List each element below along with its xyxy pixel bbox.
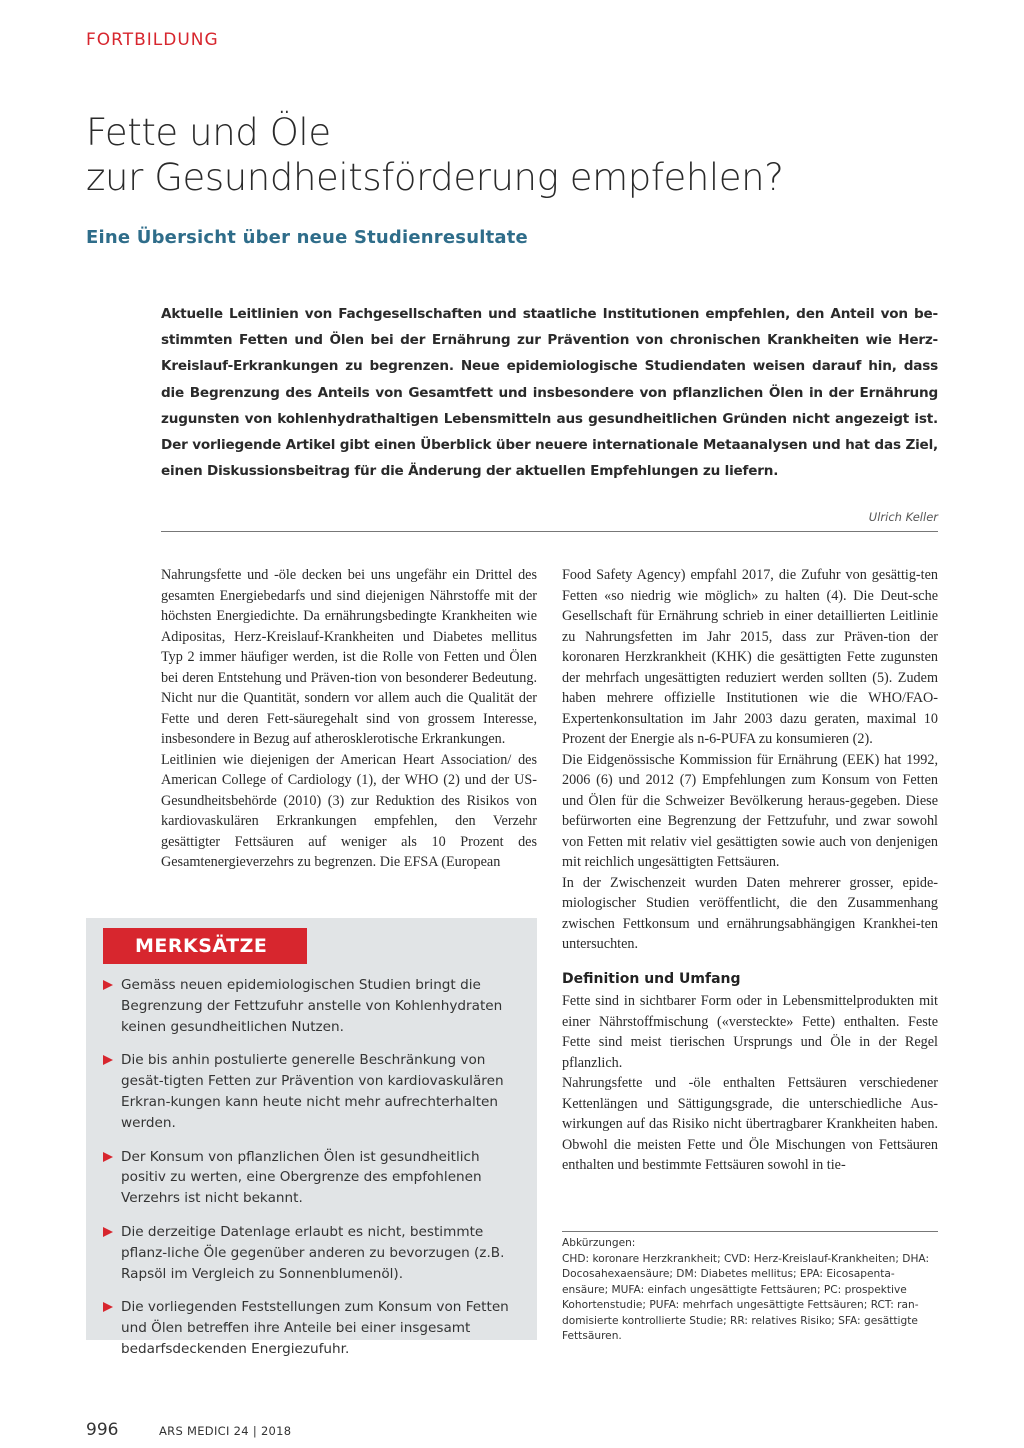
footnote-divider (562, 1231, 938, 1232)
list-item (103, 1222, 523, 1284)
paragraph: Nahrungsfette und -öle enthalten Fettsäuren verschiedener Kettenlängen und Sättigungsgrade, die unterschiedliche Aus-wirkungen auf das Risiko nicht übertragbarer Krankheiten haben. Obwohl die meisten Fette und Öle Mischungen von Fettsäuren enthalten und bestimmte Fettsäuren sowohl in tie- (562, 1075, 938, 1173)
paragraph: Food Safety Agency) empfahl 2017, die Zufuhr von gesättig-ten Fetten «so niedrig wie möglich» zu halten (4). Die Deut-sche Gesellschaft für Ernährung schrieb in einer detaillierten Leitlinie zu Nahrungsfetten im Jahr 2015, dass zur Präven-tion der koronaren Herzkrankheit (KHK) die gesättigten Fette zugunsten der mehrfach ungesättigten reduziert werden sollten (5). Zudem haben mehrere offizielle Institutionen wie die WHO/FAO-Expertenkonsultation im Jahr 2003 dazu geraten, maximal 10 Prozent der Energie als n-6-PUFA zu konsumieren (2). (562, 567, 938, 747)
list-item-text: Die vorliegenden Feststellungen zum Konsum von Fetten und Ölen betreffen ihre Anteile bei einer insgesamt bedarfsdeckenden Energiezufuhr. (121, 1299, 509, 1357)
footnote-label: Abkürzungen: (562, 1237, 636, 1249)
list-item-text: Die derzeitige Datenlage erlaubt es nicht, bestimmte pflanz-liche Öle gegenüber anderen zu bevorzugen (z.B. Rapsöl im Vergleich zu Sonnenblumenöl). (121, 1223, 505, 1282)
section-label: FORTBILDUNG (86, 30, 219, 50)
article-subtitle: Eine Übersicht über neue Studienresultate (86, 227, 528, 248)
paragraph: Fette sind in sichtbarer Form oder in Lebensmittelprodukten mit einer Nährstoffmischung («versteckte» Fette) enthalten. Feste Fette sind meist tierischen Ursprungs und Öle in der Regel pflanzlich. (562, 993, 938, 1071)
list-item-text: Die bis anhin postulierte generelle Beschränkung von gesät-tigten Fetten zur Prävention von kardiovaskulären Erkran-kungen kann heute nicht mehr aufrechterhalten werden. (121, 1052, 504, 1131)
author: Ulrich Keller (868, 510, 938, 524)
list-item (103, 1050, 523, 1133)
title-line-1: Fette und Öle (86, 111, 331, 154)
page-number: 996 (86, 1420, 119, 1440)
abbreviations-footnote (562, 1236, 938, 1345)
paragraph: Nahrungsfette und -öle decken bei uns ungefähr ein Drittel des gesamten Energiebedarfs und sind diejenigen Nährstoffe mit der höchsten Energiedichte. Da ernährungsbedingte Krankheiten wie Adipositas, Herz-Kreislauf-Krankheiten und Diabetes mellitus Typ 2 immer häufiger werden, ist die Rolle von Fetten und Ölen bei deren Entstehung und Präven-tion von besonderer Bedeutung. Nicht nur die Quantität, sondern vor allem auch die Qualität der Fette und deren Fett-säuregehalt sind von grossem Interesse, insbesondere in Bezug auf atherosklerotische Erkrankungen. (161, 567, 537, 747)
paragraph: Leitlinien wie diejenigen der American Heart Association/ des American College of Cardiology (1), der WHO (2) und der US-Gesundheitsbehörde (2010) (3) zur Reduktion des Risikos von kardiovaskulären Erkrankungen empfehlen, den Verzehr gesättigter Fettsäuren auf weniger als 10 Prozent des Gesamtenergieverzehrs zu begrenzen. Die EFSA (European (161, 751, 537, 870)
triangle-bullet-icon (103, 1302, 113, 1312)
journal-issue: ARS MEDICI 24 | 2018 (159, 1424, 292, 1438)
title-line-2: zur Gesundheitsförderung empfehlen? (86, 156, 784, 199)
merksaetze-list (103, 975, 523, 1373)
paragraph: Die Eidgenössische Kommission für Ernährung (EEK) hat 1992, 2006 (6) und 2012 (7) Empfehlungen zum Konsum von Fetten und Ölen für die Schweizer Bevölkerung heraus-gegeben. Diese befürworten eine Begrenzung der Fettzufuhr, und zwar sowohl von Fetten mit relativ viel gesättigten sowie auch von denjenigen mit reichlich ungesättigten Fettsäuren. (562, 751, 938, 870)
merksaetze-heading: MERKSÄTZE (103, 928, 307, 964)
abstract: Aktuelle Leitlinien von Fachgesellschaften und staatliche Institutionen empfehlen, den Anteil von be-stimmten Fetten und Ölen bei der Ernährung zur Prävention von chronischen Krankheiten wie Herz-Kreislauf-Erkrankungen zu begrenzen. Neue epidemiologische Studiendaten weisen darauf hin, dass die Begrenzung des Anteils von Gesamtfett und insbesondere von pflanzlichen Ölen in der Ernährung zugunsten von kohlenhydrathaltigen Lebensmitteln aus gesundheitlichen Gründen nicht angezeigt ist. Der vorliegende Artikel gibt einen Überblick über neuere internationale Metaanalysen und hat das Ziel, einen Diskussionsbeitrag für die Änderung der aktuellen Empfehlungen zu liefern. (161, 306, 938, 480)
section-heading: Definition und Umfang (562, 970, 741, 987)
body-column-left (161, 565, 537, 873)
abstract-divider (161, 531, 938, 532)
list-item-text: Gemäss neuen epidemiologischen Studien bringt die Begrenzung der Fettzufuhr anstelle von Kohlenhydraten keinen gesundheitlichen Nutzen. (121, 977, 503, 1035)
list-item-text: Der Konsum von pflanzlichen Ölen ist gesundheitlich positiv zu werten, eine Obergrenze des empfohlenen Verzehrs ist nicht bekannt. (121, 1148, 482, 1207)
list-item (103, 975, 523, 1037)
triangle-bullet-icon (103, 1055, 113, 1065)
list-item (103, 1297, 523, 1359)
triangle-bullet-icon (103, 1152, 113, 1162)
article-title (86, 110, 966, 200)
paragraph: In der Zwischenzeit wurden Daten mehrerer grosser, epide-miologischer Studien veröffentlicht, die den Zusammenhang zwischen Fettkonsum und ernährungsabhängigen Krankhei-ten untersuchten. (562, 874, 938, 952)
footnote-text: CHD: koronare Herzkrankheit; CVD: Herz-Kreislauf-Krankheiten; DHA: Docosahexaensäure; DM: Diabetes mellitus; EPA: Eicosapenta-ensäure; MUFA: einfach ungesättigte Fettsäuren; PC: prospektive Kohortenstudie; PUFA: mehrfach ungesättigte Fettsäuren; RCT: ran-domisierte kontrollierte Studie; RR: relatives Risiko; SFA: gesättigte Fettsäuren. (562, 1252, 930, 1342)
triangle-bullet-icon (103, 1227, 113, 1237)
triangle-bullet-icon (103, 980, 113, 990)
body-column-right (562, 565, 938, 1176)
list-item (103, 1147, 523, 1209)
